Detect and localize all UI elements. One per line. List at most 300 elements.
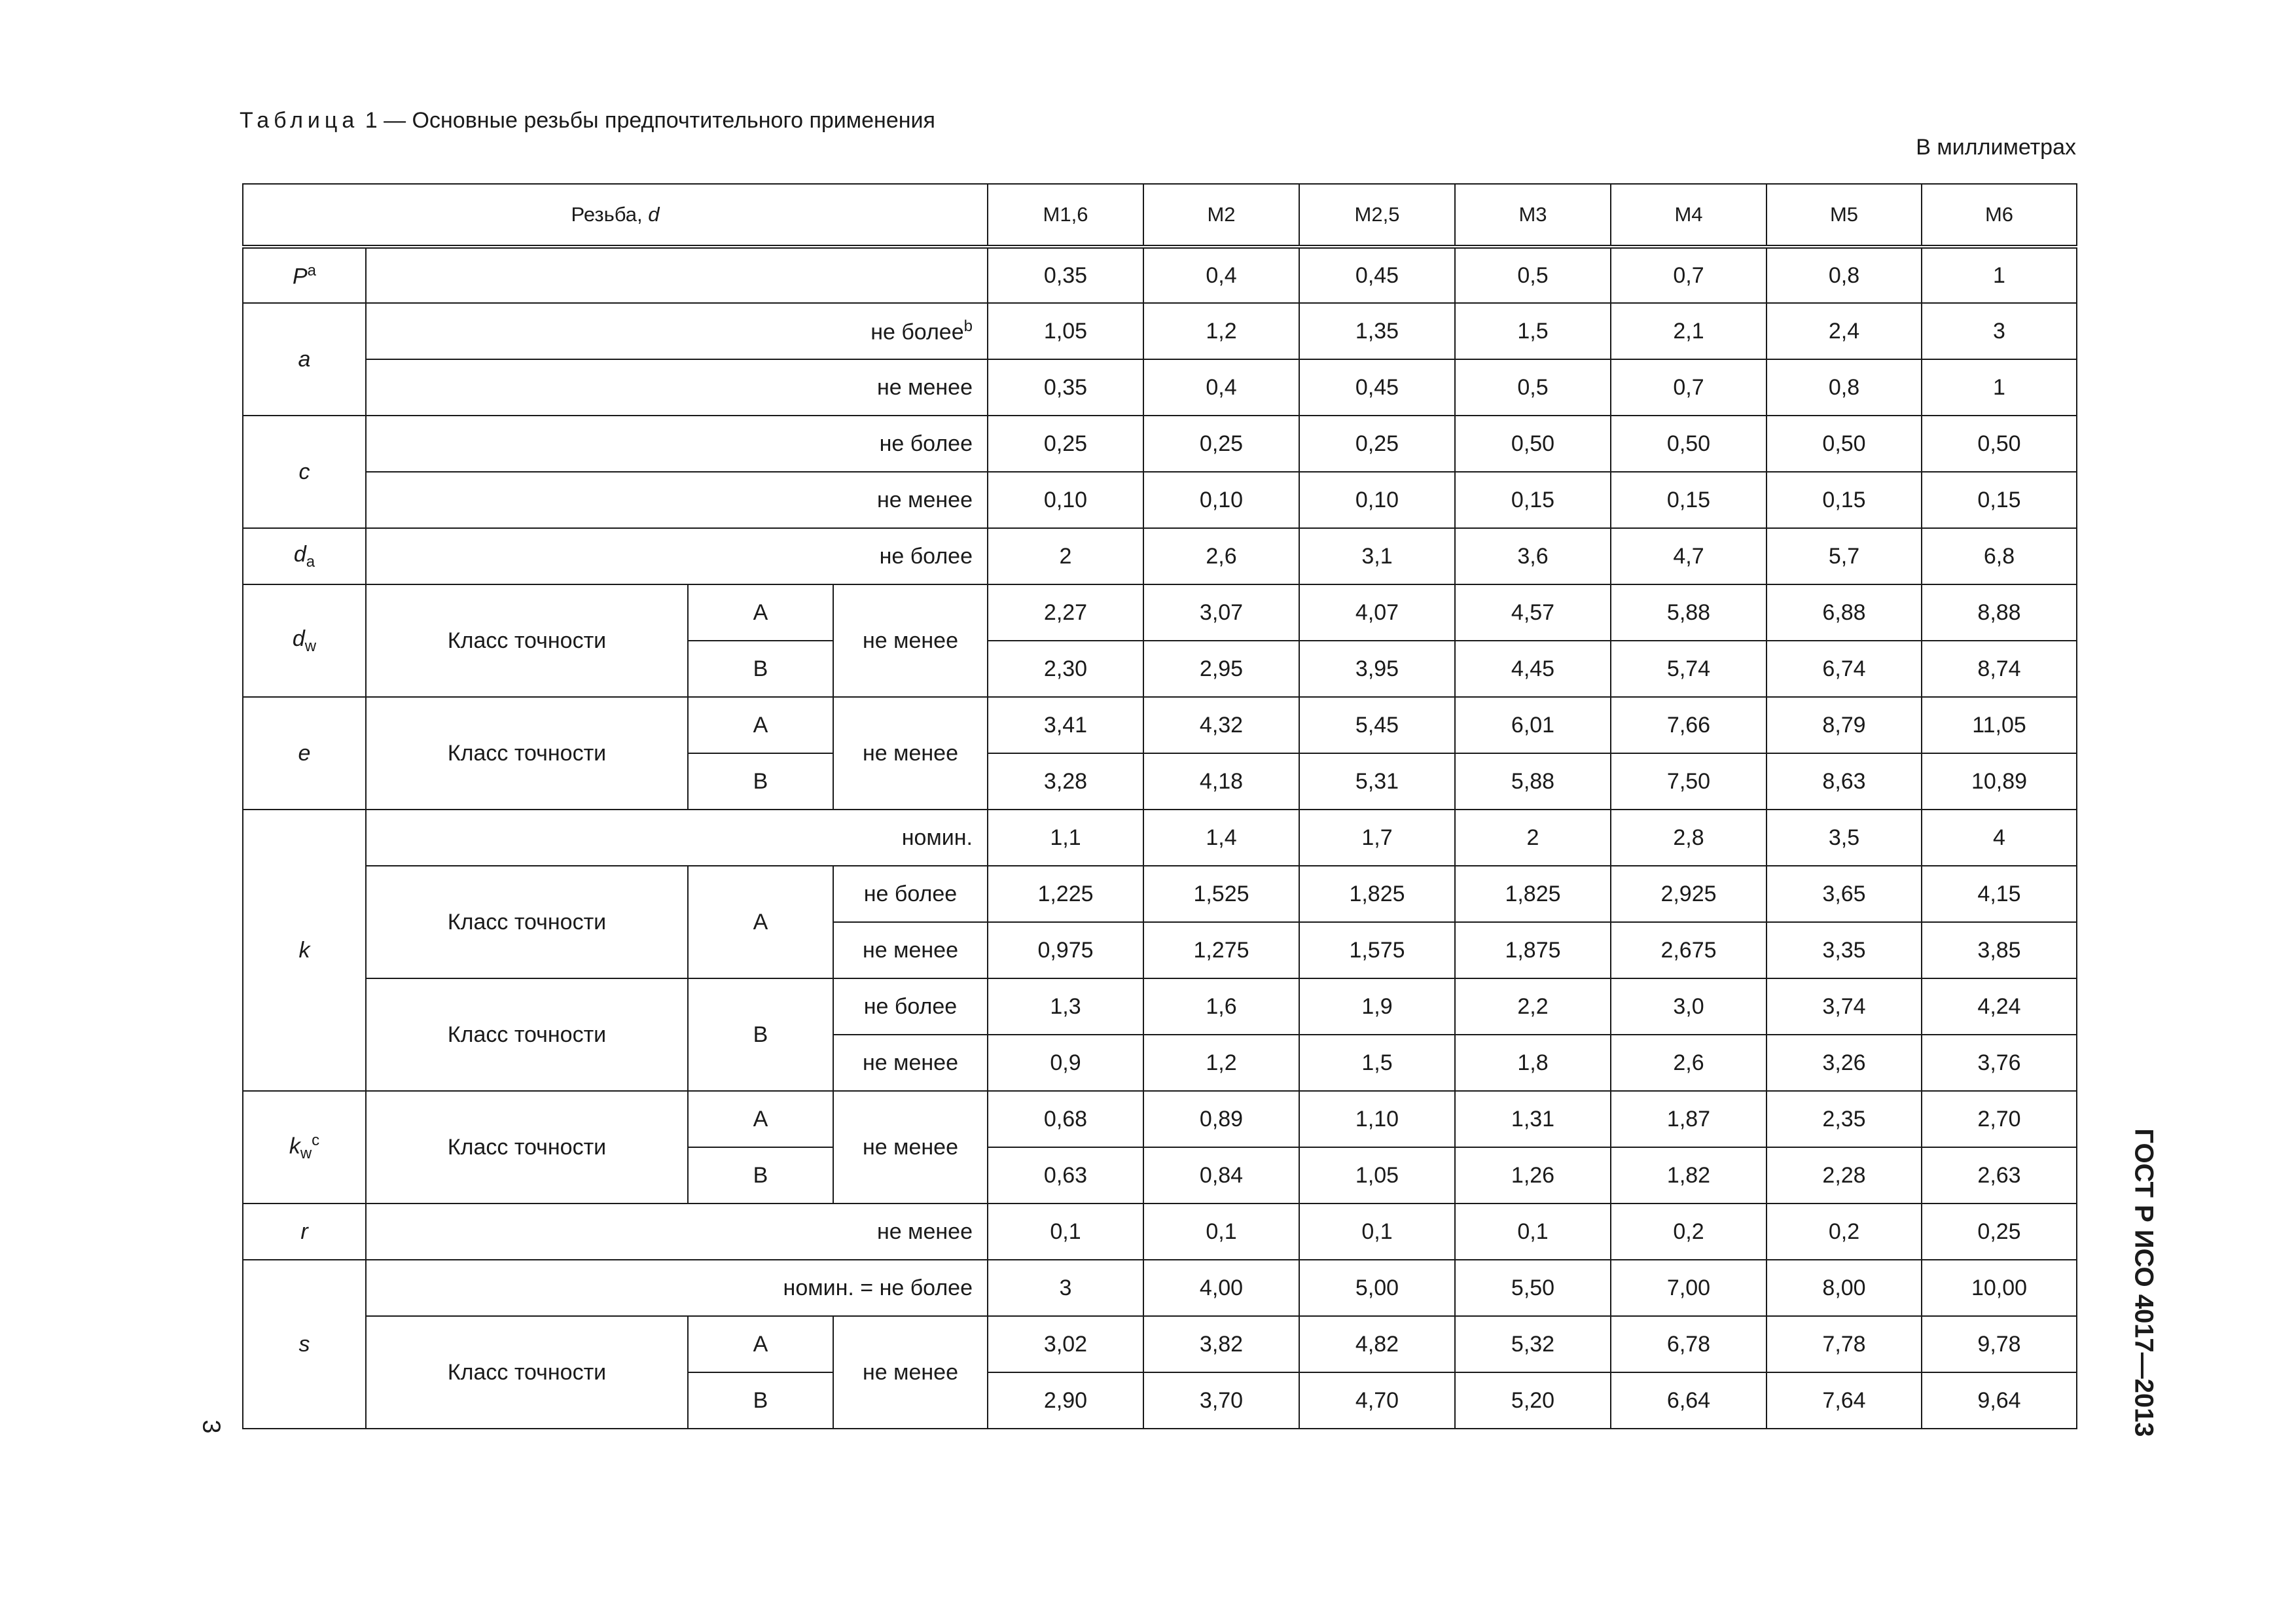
value-text: 7,00: [1666, 1275, 1711, 1300]
label-text: Класс точности: [447, 740, 607, 766]
grade-cell: [688, 641, 833, 697]
column-header-cell: [1299, 184, 1455, 247]
label-text: A: [753, 909, 768, 935]
value-cell: [1611, 584, 1767, 641]
label-text: не более: [879, 543, 973, 569]
symbol-text: k: [289, 1133, 300, 1159]
grade-cell: [688, 753, 833, 810]
label-cell: [833, 584, 988, 697]
table-row: [243, 1204, 2077, 1260]
value-cell: [1922, 472, 2077, 528]
grade-cell: [688, 1091, 833, 1147]
value-cell: [1299, 247, 1455, 303]
value-text: 3,65: [1822, 881, 1866, 906]
value-cell: [1611, 1316, 1767, 1372]
label-cell: [366, 810, 988, 866]
table-row: [243, 528, 2077, 584]
symbol-text: e: [298, 740, 311, 766]
value-text: 3,95: [1355, 656, 1399, 681]
value-cell: [988, 866, 1143, 922]
value-text: 5,31: [1355, 768, 1399, 794]
label-text: не менее: [876, 1219, 973, 1244]
value-cell: [1611, 1260, 1767, 1316]
value-cell: [1455, 866, 1611, 922]
empty-cell: [366, 247, 988, 303]
value-text: 1,825: [1349, 881, 1405, 906]
table-row: [243, 416, 2077, 472]
label-text: B: [753, 1162, 768, 1188]
value-text: 0,7: [1673, 262, 1704, 288]
value-cell: [1143, 1260, 1299, 1316]
symbol-cell: [243, 303, 366, 416]
value-cell: [1767, 1035, 1922, 1091]
value-cell: [1299, 922, 1455, 978]
class-cell: [366, 866, 688, 978]
value-cell: [988, 1316, 1143, 1372]
value-cell: [1455, 1204, 1611, 1260]
page-number: [198, 1414, 224, 1440]
value-cell: [1299, 1372, 1455, 1429]
table-row: [243, 584, 2077, 641]
value-text: 0,35: [1043, 262, 1088, 288]
label-cell: [366, 1204, 988, 1260]
value-text: 4,24: [1977, 993, 2021, 1019]
value-text: 1,6: [1206, 993, 1237, 1019]
thread-table: [242, 183, 2077, 1429]
value-cell: [1299, 1204, 1455, 1260]
value-text: 2,27: [1043, 599, 1088, 625]
value-text: 0,25: [1977, 1219, 2021, 1244]
value-text: 5,20: [1511, 1387, 1555, 1413]
value-cell: [1455, 1260, 1611, 1316]
value-text: 0,1: [1050, 1219, 1081, 1244]
value-text: 1,1: [1050, 825, 1081, 850]
value-cell: [1922, 1204, 2077, 1260]
value-cell: [1767, 1316, 1922, 1372]
value-text: 1,31: [1511, 1106, 1555, 1132]
value-cell: [1299, 641, 1455, 697]
value-text: 10,89: [1971, 768, 2028, 794]
table-row: [243, 472, 2077, 528]
column-header-text: M5: [1829, 203, 1859, 226]
value-cell: [1455, 247, 1611, 303]
value-cell: [1299, 1091, 1455, 1147]
value-text: 2: [1526, 825, 1539, 850]
value-text: 3,74: [1822, 993, 1866, 1019]
label-text: B: [753, 768, 768, 794]
symbol-text: P: [292, 264, 308, 289]
value-cell: [1455, 416, 1611, 472]
value-cell: [1299, 1147, 1455, 1204]
value-cell: [1767, 697, 1922, 753]
value-cell: [1767, 810, 1922, 866]
value-text: 2,95: [1199, 656, 1244, 681]
value-text: 0,45: [1355, 262, 1399, 288]
value-text: 2,30: [1043, 656, 1088, 681]
value-text: 3: [1059, 1275, 1072, 1300]
value-cell: [1299, 584, 1455, 641]
value-text: 4: [1993, 825, 2005, 850]
label-text: A: [753, 1106, 768, 1132]
value-cell: [1767, 1091, 1922, 1147]
value-cell: [1143, 359, 1299, 416]
table-row: [243, 1091, 2077, 1147]
value-text: 0,10: [1043, 487, 1088, 512]
value-cell: [1455, 1035, 1611, 1091]
value-text: 1,87: [1666, 1106, 1711, 1132]
value-text: 1,875: [1505, 937, 1561, 963]
value-cell: [1143, 641, 1299, 697]
value-text: 5,74: [1666, 656, 1711, 681]
value-cell: [1143, 1316, 1299, 1372]
value-text: 0,35: [1043, 374, 1088, 400]
label-text: номин.: [901, 825, 973, 850]
value-cell: [1767, 922, 1922, 978]
grade-cell: [688, 584, 833, 641]
value-text: 0,25: [1355, 431, 1399, 456]
value-text: 1,05: [1043, 318, 1088, 344]
value-text: 1,3: [1050, 993, 1081, 1019]
value-text: 1,8: [1517, 1050, 1549, 1075]
symbol-cell: [243, 416, 366, 528]
label-text: номин. = не более: [783, 1275, 973, 1300]
value-cell: [1299, 866, 1455, 922]
value-text: 0,45: [1355, 374, 1399, 400]
label-cell: [833, 978, 988, 1035]
value-cell: [988, 810, 1143, 866]
value-cell: [1143, 247, 1299, 303]
value-cell: [1455, 1147, 1611, 1204]
value-cell: [1922, 359, 2077, 416]
value-text: 5,88: [1666, 599, 1711, 625]
column-header-text: M6: [1984, 203, 2014, 226]
value-cell: [988, 753, 1143, 810]
label-text: Класс точности: [447, 909, 607, 935]
value-cell: [1611, 1091, 1767, 1147]
value-cell: [988, 359, 1143, 416]
symbol-cell: [243, 1091, 366, 1204]
value-text: 0,50: [1977, 431, 2021, 456]
value-cell: [1143, 866, 1299, 922]
label-text: Класс точности: [447, 628, 607, 653]
value-cell: [1455, 303, 1611, 359]
value-cell: [1922, 1035, 2077, 1091]
value-cell: [1299, 810, 1455, 866]
column-header-cell: [988, 184, 1143, 247]
value-cell: [1611, 1372, 1767, 1429]
value-cell: [1922, 697, 2077, 753]
grade-cell: [688, 1316, 833, 1372]
value-cell: [1922, 1091, 2077, 1147]
label-text: не менее: [862, 1359, 958, 1385]
value-text: 1: [1993, 262, 2005, 288]
value-cell: [1299, 978, 1455, 1035]
value-cell: [1922, 753, 2077, 810]
value-text: 0,1: [1361, 1219, 1393, 1244]
header-d-text: d: [648, 203, 660, 226]
column-header-cell: [1611, 184, 1767, 247]
value-cell: [988, 978, 1143, 1035]
value-text: 9,78: [1977, 1331, 2021, 1357]
value-text: 1,225: [1037, 881, 1094, 906]
value-text: 2,925: [1660, 881, 1717, 906]
value-text: 0,84: [1199, 1162, 1244, 1188]
table-row: [243, 810, 2077, 866]
value-text: 2,6: [1673, 1050, 1704, 1075]
header-thread-cell: [243, 184, 988, 247]
column-header-cell: [1922, 184, 2077, 247]
value-cell: [1922, 810, 2077, 866]
value-cell: [1922, 416, 2077, 472]
symbol-text: k: [298, 937, 310, 963]
value-cell: [1143, 1372, 1299, 1429]
value-cell: [1611, 247, 1767, 303]
label-text: не менее: [876, 487, 973, 512]
value-cell: [1922, 978, 2077, 1035]
value-text: 0,7: [1673, 374, 1704, 400]
value-cell: [1299, 1035, 1455, 1091]
value-cell: [1611, 416, 1767, 472]
value-cell: [1767, 641, 1922, 697]
value-cell: [1299, 528, 1455, 584]
symbol-cell: [243, 528, 366, 584]
value-cell: [1767, 1204, 1922, 1260]
value-text: 11,05: [1972, 712, 2026, 738]
value-text: 5,00: [1355, 1275, 1399, 1300]
value-text: 0,50: [1822, 431, 1866, 456]
label-cell: [833, 1035, 988, 1091]
label-cell: [833, 922, 988, 978]
value-text: 0,10: [1355, 487, 1399, 512]
label-cell: [833, 697, 988, 810]
value-text: 4,15: [1977, 881, 2021, 906]
value-text: 0,2: [1828, 1219, 1860, 1244]
value-text: 1,7: [1361, 825, 1393, 850]
label-cell: [833, 866, 988, 922]
value-text: 7,64: [1822, 1387, 1866, 1413]
label-text: A: [753, 599, 768, 625]
value-cell: [1767, 472, 1922, 528]
value-text: 10,00: [1971, 1275, 2028, 1300]
value-cell: [1299, 1316, 1455, 1372]
value-cell: [1299, 1260, 1455, 1316]
label-text: не более: [863, 993, 958, 1019]
class-cell: [366, 978, 688, 1091]
value-text: 0,50: [1511, 431, 1555, 456]
symbol-cell: [243, 1260, 366, 1429]
value-text: 0,15: [1511, 487, 1555, 512]
value-text: 4,18: [1199, 768, 1244, 794]
value-text: 0,50: [1666, 431, 1711, 456]
symbol-text: r: [300, 1219, 308, 1244]
value-text: 5,88: [1511, 768, 1555, 794]
value-text: 7,50: [1666, 768, 1711, 794]
value-text: 5,45: [1355, 712, 1399, 738]
value-cell: [988, 697, 1143, 753]
value-text: 0,25: [1199, 431, 1244, 456]
label-cell: [366, 303, 988, 359]
value-text: 6,01: [1511, 712, 1555, 738]
table-row: [243, 1260, 2077, 1316]
label-text: B: [753, 1022, 768, 1047]
value-text: 0,975: [1037, 937, 1094, 963]
class-cell: [366, 1091, 688, 1204]
value-cell: [1455, 584, 1611, 641]
value-text: 0,8: [1828, 262, 1860, 288]
value-cell: [1299, 472, 1455, 528]
column-header-text: M2,5: [1354, 203, 1400, 226]
value-text: 1,575: [1349, 937, 1405, 963]
value-text: 3,35: [1822, 937, 1866, 963]
value-text: 3,26: [1822, 1050, 1866, 1075]
value-text: 6,88: [1822, 599, 1866, 625]
column-header-text: M1,6: [1043, 203, 1088, 226]
grade-cell: [688, 866, 833, 978]
value-text: 6,74: [1822, 656, 1866, 681]
value-text: 0,68: [1043, 1106, 1088, 1132]
value-cell: [1455, 810, 1611, 866]
value-cell: [1143, 416, 1299, 472]
value-text: 1,4: [1206, 825, 1237, 850]
value-text: 4,32: [1199, 712, 1244, 738]
class-cell: [366, 584, 688, 697]
value-text: 8,79: [1822, 712, 1866, 738]
value-text: 2,4: [1828, 318, 1860, 344]
caption-word: Таблица: [240, 108, 359, 133]
value-text: 0,89: [1199, 1106, 1244, 1132]
value-text: 1,26: [1511, 1162, 1555, 1188]
value-text: 2,6: [1206, 543, 1237, 569]
label-text: A: [753, 712, 768, 738]
column-header-cell: [1767, 184, 1922, 247]
value-cell: [1611, 1147, 1767, 1204]
value-text: 4,45: [1511, 656, 1555, 681]
value-text: 2,1: [1673, 318, 1704, 344]
footnote-text: b: [963, 317, 973, 335]
class-cell: [366, 697, 688, 810]
value-text: 6,78: [1666, 1331, 1711, 1357]
value-text: 2,70: [1977, 1106, 2021, 1132]
value-text: 1,5: [1361, 1050, 1393, 1075]
value-text: 0,10: [1199, 487, 1244, 512]
label-cell: [366, 472, 988, 528]
value-text: 1,275: [1193, 937, 1249, 963]
table-row: [243, 866, 2077, 922]
table-row: [243, 359, 2077, 416]
value-cell: [1455, 528, 1611, 584]
symbol-cell: [243, 584, 366, 697]
value-cell: [1922, 1372, 2077, 1429]
value-text: 1: [1993, 374, 2005, 400]
grade-cell: [688, 1372, 833, 1429]
value-text: 2,35: [1822, 1106, 1866, 1132]
value-text: 2,8: [1673, 825, 1704, 850]
value-cell: [1455, 472, 1611, 528]
label-text: не менее: [862, 628, 958, 653]
value-cell: [1455, 697, 1611, 753]
page-number-text: 3: [197, 1419, 225, 1434]
value-cell: [1767, 303, 1922, 359]
value-text: 3,1: [1361, 543, 1393, 569]
value-text: 8,63: [1822, 768, 1866, 794]
value-text: 0,2: [1673, 1219, 1704, 1244]
symbol-text: a: [298, 346, 311, 372]
value-text: 4,7: [1673, 543, 1704, 569]
value-cell: [1143, 584, 1299, 641]
value-text: 0,9: [1050, 1050, 1081, 1075]
standard-designation: [2117, 1113, 2170, 1453]
value-cell: [1767, 1260, 1922, 1316]
symbol-cell: [243, 697, 366, 810]
value-cell: [1143, 1204, 1299, 1260]
value-cell: [1922, 303, 2077, 359]
value-text: 0,1: [1517, 1219, 1549, 1244]
value-cell: [1922, 1316, 2077, 1372]
value-cell: [1922, 866, 2077, 922]
value-cell: [1455, 753, 1611, 810]
value-cell: [1922, 584, 2077, 641]
value-text: 2,90: [1043, 1387, 1088, 1413]
value-cell: [988, 641, 1143, 697]
value-text: 4,57: [1511, 599, 1555, 625]
value-cell: [1767, 1372, 1922, 1429]
value-text: 1,10: [1355, 1106, 1399, 1132]
symbol-text: w: [304, 637, 317, 655]
symbol-cell: [243, 1204, 366, 1260]
header-row: [243, 184, 2077, 247]
value-cell: [988, 1147, 1143, 1204]
label-text: не менее: [876, 374, 973, 400]
label-cell: [366, 416, 988, 472]
value-cell: [1922, 247, 2077, 303]
value-cell: [1455, 1091, 1611, 1147]
value-text: 8,00: [1822, 1275, 1866, 1300]
value-cell: [1922, 641, 2077, 697]
label-cell: [833, 1091, 988, 1204]
value-cell: [1143, 697, 1299, 753]
value-text: 4,07: [1355, 599, 1399, 625]
value-cell: [1143, 1091, 1299, 1147]
value-cell: [1767, 1147, 1922, 1204]
column-header-text: M2: [1207, 203, 1236, 226]
value-text: 2: [1059, 543, 1072, 569]
value-text: 7,66: [1666, 712, 1711, 738]
value-text: 3,85: [1977, 937, 2021, 963]
value-text: 1,525: [1193, 881, 1249, 906]
value-text: 3,07: [1199, 599, 1244, 625]
value-text: 1,5: [1517, 318, 1549, 344]
label-cell: [833, 1316, 988, 1429]
value-text: 1,82: [1666, 1162, 1711, 1188]
value-text: 3,0: [1673, 993, 1704, 1019]
value-cell: [1611, 1035, 1767, 1091]
column-header-cell: [1143, 184, 1299, 247]
value-cell: [1143, 810, 1299, 866]
value-cell: [1767, 247, 1922, 303]
value-cell: [1767, 359, 1922, 416]
value-text: 0,15: [1822, 487, 1866, 512]
value-text: 1,2: [1206, 1050, 1237, 1075]
value-text: 1,05: [1355, 1162, 1399, 1188]
value-cell: [1611, 359, 1767, 416]
value-text: 6,8: [1983, 543, 2015, 569]
symbol-text: s: [298, 1331, 310, 1357]
value-cell: [1611, 697, 1767, 753]
value-text: 0,15: [1666, 487, 1711, 512]
grade-cell: [688, 978, 833, 1091]
table-row: [243, 1316, 2077, 1372]
label-text: B: [753, 1387, 768, 1413]
